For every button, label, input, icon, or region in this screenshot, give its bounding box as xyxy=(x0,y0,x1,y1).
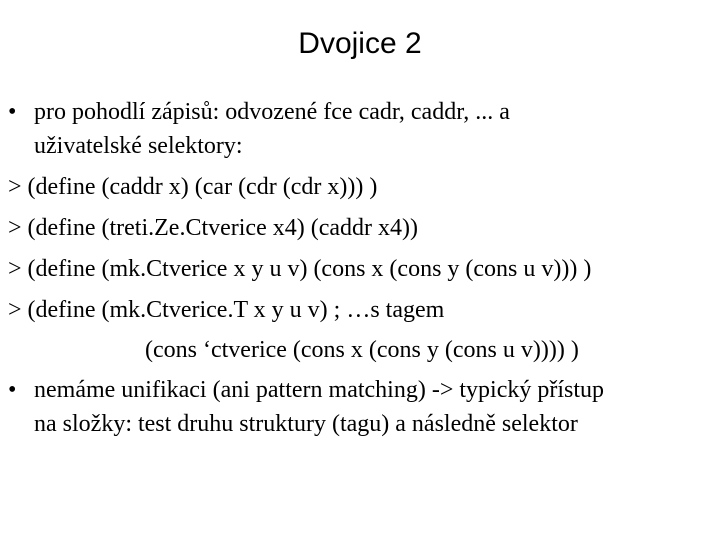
bullet-1-line-2: uživatelské selektory: xyxy=(34,133,243,159)
slide-title: Dvojice 2 xyxy=(298,27,422,60)
code-line-treti: > (define (treti.Ze.Ctverice x4) (caddr x4)) xyxy=(8,215,419,241)
bullet-marker-1: • xyxy=(8,99,17,125)
bullet-2-line-2: na složky: test druhu struktury (tagu) a následně selektor xyxy=(34,411,578,437)
code-line-mk-ctverice: > (define (mk.Ctverice x y u v) (cons x (cons y (cons u v))) ) xyxy=(8,256,592,282)
code-line-caddr: > (define (caddr x) (car (cdr (cdr x))) ) xyxy=(8,174,378,200)
code-line-cons-ctverice: (cons ‘ctverice (cons x (cons y (cons u v)))) ) xyxy=(145,337,579,363)
bullet-marker-2: • xyxy=(8,377,17,403)
bullet-1-line-1: pro pohodlí zápisů: odvozené fce cadr, caddr, ... a xyxy=(34,99,510,125)
code-line-mk-ctverice-t: > (define (mk.Ctverice.T x y u v) ; …s tagem xyxy=(8,297,445,323)
bullet-2-line-1: nemáme unifikaci (ani pattern matching) -> typický přístup xyxy=(34,377,605,403)
